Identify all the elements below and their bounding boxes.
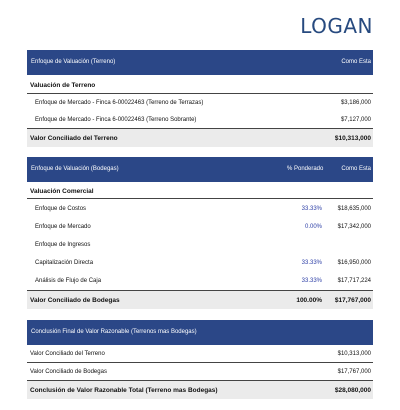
row-label: Enfoque de Costos [35, 206, 87, 212]
terreno-header-value-label: Como Esta [341, 59, 371, 65]
row-value: $10,313,000 [337, 351, 371, 357]
row-label: Enfoque de Ingresos [35, 242, 91, 248]
row-value: $17,342,000 [337, 224, 371, 230]
row-label: Enfoque de Mercado [35, 224, 91, 230]
row-label: Análisis de Flujo de Caja [35, 278, 102, 284]
total-label: Valor Conciliado de Bodegas [30, 297, 120, 304]
bodegas-header-pct-label: % Ponderado [287, 166, 324, 172]
total-value: $28,080,000 [334, 387, 371, 394]
row-pct: 33.33% [301, 206, 322, 212]
row-pct: 0.00% [304, 224, 322, 230]
table-row [27, 363, 373, 381]
final-header-bar [27, 320, 373, 345]
row-value: $16,950,000 [337, 260, 371, 266]
bodegas-header-value-label: Como Esta [341, 166, 371, 172]
final-header-label: Conclusión Final de Valor Razonable (Terrenos mas Bodegas) [31, 329, 197, 335]
bodegas-header-label: Enfoque de Valuación (Bodegas) [31, 166, 119, 172]
row-label: Valor Conciliado de Bodegas [30, 369, 107, 375]
total-pct: 100.00% [296, 297, 322, 304]
table-row [27, 200, 373, 218]
total-label: Valor Conciliado del Terreno [30, 135, 118, 142]
table-row [27, 218, 373, 236]
final-total-row [27, 380, 373, 399]
bodegas-section-title-text: Valuación Comercial [30, 188, 94, 195]
terreno-section-title [27, 76, 373, 94]
table-row [27, 345, 373, 363]
row-label: Valor Conciliado del Terreno [30, 351, 105, 357]
row-value: $3,186,000 [340, 100, 371, 106]
table-row [27, 94, 373, 112]
table-row [27, 236, 373, 254]
terreno-total-row [27, 128, 373, 147]
bodegas-total-row [27, 290, 373, 309]
row-value: $18,635,000 [337, 206, 371, 212]
row-label: Enfoque de Mercado - Finca 6-00022463 (Terreno Sobrante) [35, 117, 197, 123]
terreno-header-label: Enfoque de Valuación (Terreno) [31, 59, 116, 65]
divider [27, 198, 373, 199]
row-value: $7,127,000 [340, 117, 371, 123]
terreno-header-bar [27, 50, 373, 75]
bodegas-header-bar [27, 157, 373, 182]
total-value: $17,767,000 [334, 297, 371, 304]
row-value: $17,767,000 [337, 369, 371, 375]
row-pct: 33.33% [301, 260, 322, 266]
row-value: $17,717,224 [337, 278, 371, 284]
logan-logo: LOGAN [300, 14, 373, 38]
terreno-section-title-text: Valuación de Terreno [30, 82, 96, 89]
row-label: Capitalización Directa [35, 260, 94, 266]
table-row [27, 272, 373, 290]
row-pct: 33.33% [301, 278, 322, 284]
row-label: Enfoque de Mercado - Finca 6-00022463 (Terreno de Terrazas) [35, 100, 204, 106]
total-value: $10,313,000 [334, 135, 371, 142]
total-label: Conclusión de Valor Razonable Total (Terreno mas Bodegas) [30, 387, 218, 394]
table-row [27, 254, 373, 272]
table-row [27, 111, 373, 129]
